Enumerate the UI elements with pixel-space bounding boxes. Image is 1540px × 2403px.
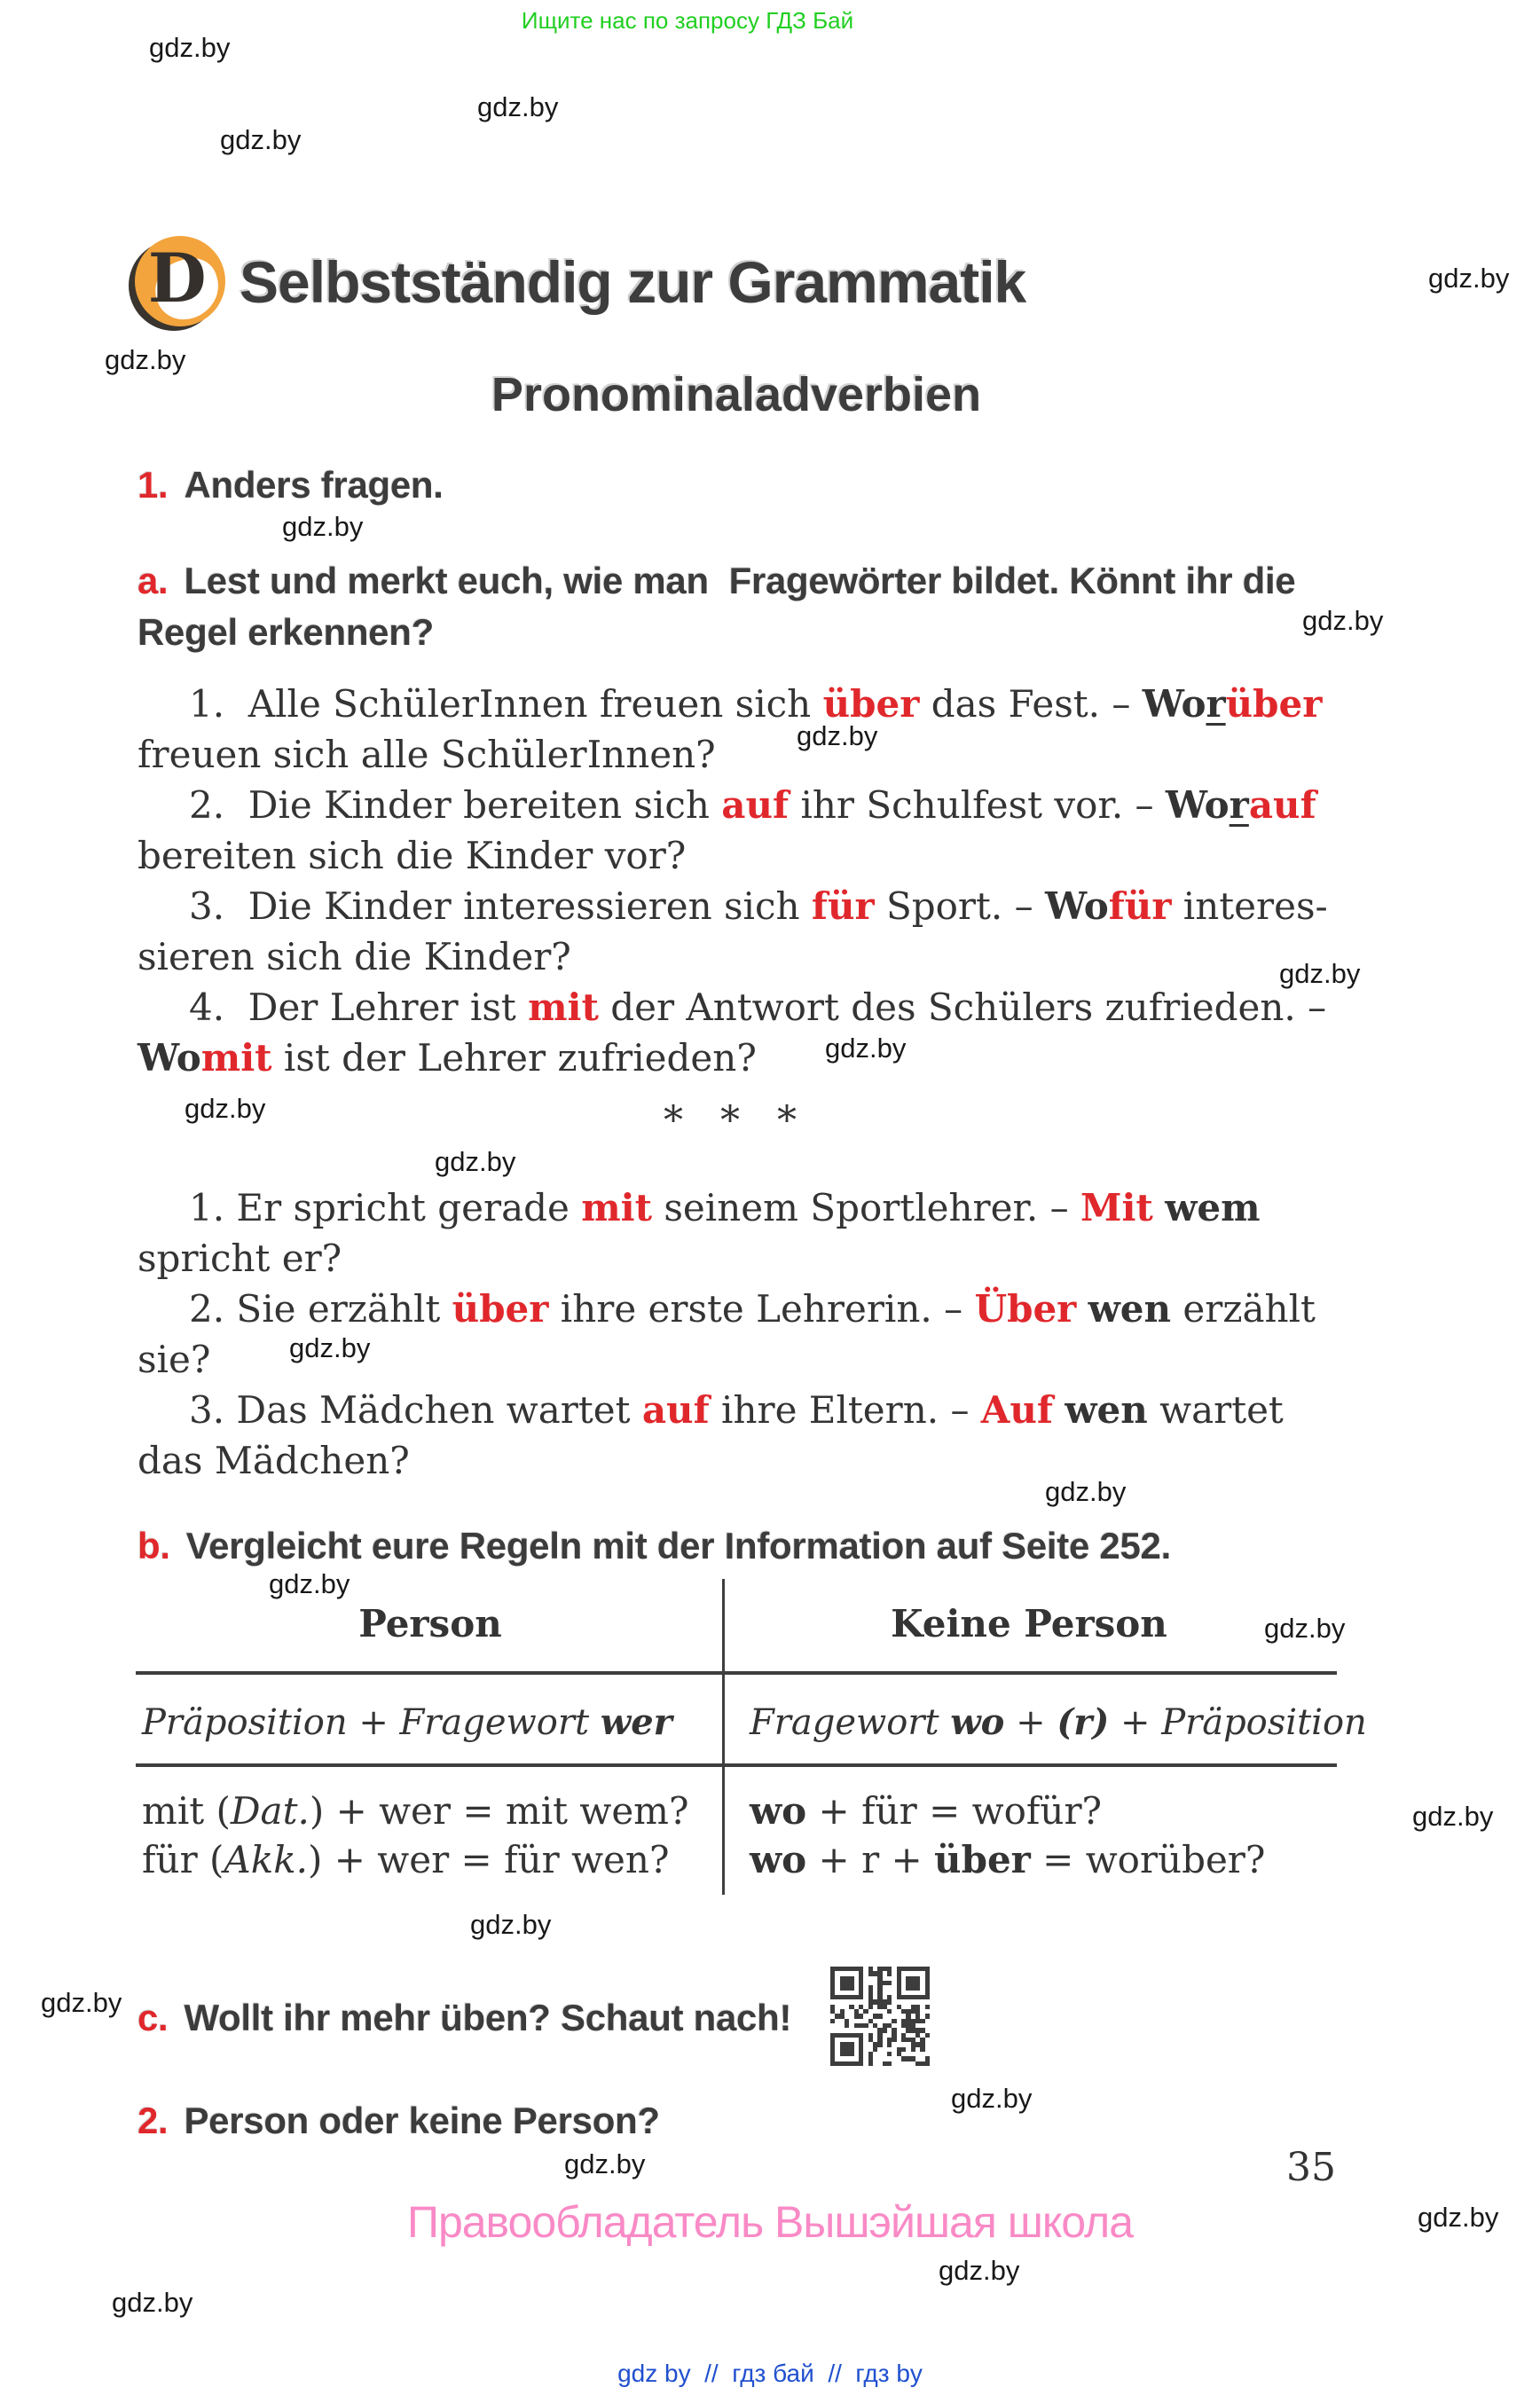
task-a-heading: [138, 555, 1295, 658]
footer-links: gdz by // гдз бай // гдз by: [617, 2360, 923, 2387]
watermark: gdz.by: [269, 1568, 350, 1599]
watermark: gdz.by: [1418, 2202, 1499, 2233]
table-examples-person: mit (Dat.) + wer = mit wem? für (Akk.) + wer = für wen?: [142, 1789, 689, 1881]
section-separator: * * *: [664, 1098, 809, 1143]
task-c-label: c.: [138, 1997, 169, 2038]
watermark: gdz.by: [477, 91, 559, 122]
watermark: gdz.by: [220, 124, 302, 155]
chapter-logo: [135, 236, 225, 326]
table-header-keine-person: Keine Person: [891, 1602, 1167, 1645]
exercise-2-heading: [138, 2095, 660, 2147]
table-rule-keine-person: Fragewort wo + (r) + Präposition: [750, 1701, 1367, 1743]
watermark: gdz.by: [470, 1909, 552, 1940]
watermark: gdz.by: [825, 1033, 907, 1064]
watermark: gdz.by: [1264, 1613, 1346, 1644]
watermark: gdz.by: [185, 1093, 266, 1124]
task-b-heading: [138, 1520, 1171, 1572]
watermark: gdz.by: [1302, 605, 1384, 636]
page-title: Selbstständig zur Grammatik: [240, 249, 1026, 315]
topic-title: Pronominaladverbien: [491, 368, 982, 421]
task-b-text: Vergleicht eure Regeln mit der Information auf Seite 252.: [185, 1525, 1171, 1567]
promo-banner: Ищите нас по запросу ГДЗ Бай: [521, 7, 854, 34]
watermark: gdz.by: [435, 1146, 516, 1177]
task-a-text-line1: Lest und merkt euch, wie man Fragewörter bildet. Könnt ihr die: [184, 560, 1296, 601]
exercise-1-title: Anders fragen.: [184, 464, 444, 506]
watermark: gdz.by: [1279, 958, 1361, 989]
watermark: gdz.by: [105, 344, 186, 375]
exercise-1-heading: [138, 459, 444, 511]
table-rule-line-2: [136, 1763, 1337, 1767]
watermark: gdz.by: [1045, 1476, 1127, 1507]
watermark: gdz.by: [149, 32, 231, 63]
exercise-2-title: Person oder keine Person?: [184, 2100, 660, 2141]
task-a-label: a.: [138, 560, 169, 601]
watermark: gdz.by: [564, 2148, 646, 2179]
exercise-2-number: 2.: [138, 2100, 169, 2141]
table-rule-person: Präposition + Fragewort wer: [142, 1701, 672, 1743]
qr-code: [828, 1964, 932, 2069]
logo-letter: D: [147, 238, 207, 318]
watermark: gdz.by: [112, 2287, 193, 2318]
exercise-1-number: 1.: [138, 464, 169, 506]
task-c-text: Wollt ihr mehr üben? Schaut nach!: [184, 1997, 792, 2038]
example-list-1: 1. Alle SchülerInnen freuen sich über das Fest. – Worüber freuen sich alle SchülerInnen? 2. Die Kinder bereiten sich auf ihr Schulfest vor. – Worauf bereiten sich die Kinder vor? 3. Die Kinder interessieren sich für Sport. – Wofür interes- sieren sich die Kinder? 4. Der Lehrer ist mit der Antwort des Schülers zufrieden. – Womit ist der Lehrer zufrieden?: [138, 682, 1328, 1080]
page-number: 35: [1286, 2145, 1336, 2190]
watermark: gdz.by: [951, 2083, 1033, 2114]
table-examples-keine-person: wo + für = wofür? wo + r + über = worüber?: [750, 1789, 1266, 1881]
task-a-text-line2: Regel erkennen?: [138, 611, 434, 653]
example-list-2: 1. Er spricht gerade mit seinem Sportlehrer. – Mit wem spricht er? 2. Sie erzählt über ihre erste Lehrerin. – Über wen erzählt sie? 3. Das Mädchen wartet auf ihre Eltern. – Auf wen wartet das Mädchen?: [138, 1186, 1316, 1482]
watermark: gdz.by: [797, 720, 878, 751]
task-c-heading: [138, 1992, 791, 2044]
watermark: gdz.by: [1428, 263, 1510, 294]
task-b-label: b.: [138, 1525, 170, 1567]
table-header-person: Person: [358, 1602, 502, 1645]
watermark: gdz.by: [282, 511, 364, 542]
watermark: gdz.by: [289, 1332, 371, 1363]
copyright-line: Правообладатель Вышэйшая школа: [407, 2197, 1133, 2247]
watermark: gdz.by: [939, 2255, 1020, 2286]
table-rule-line-1: [136, 1671, 1337, 1675]
watermark: gdz.by: [41, 1987, 122, 2018]
watermark: gdz.by: [1412, 1801, 1494, 1832]
